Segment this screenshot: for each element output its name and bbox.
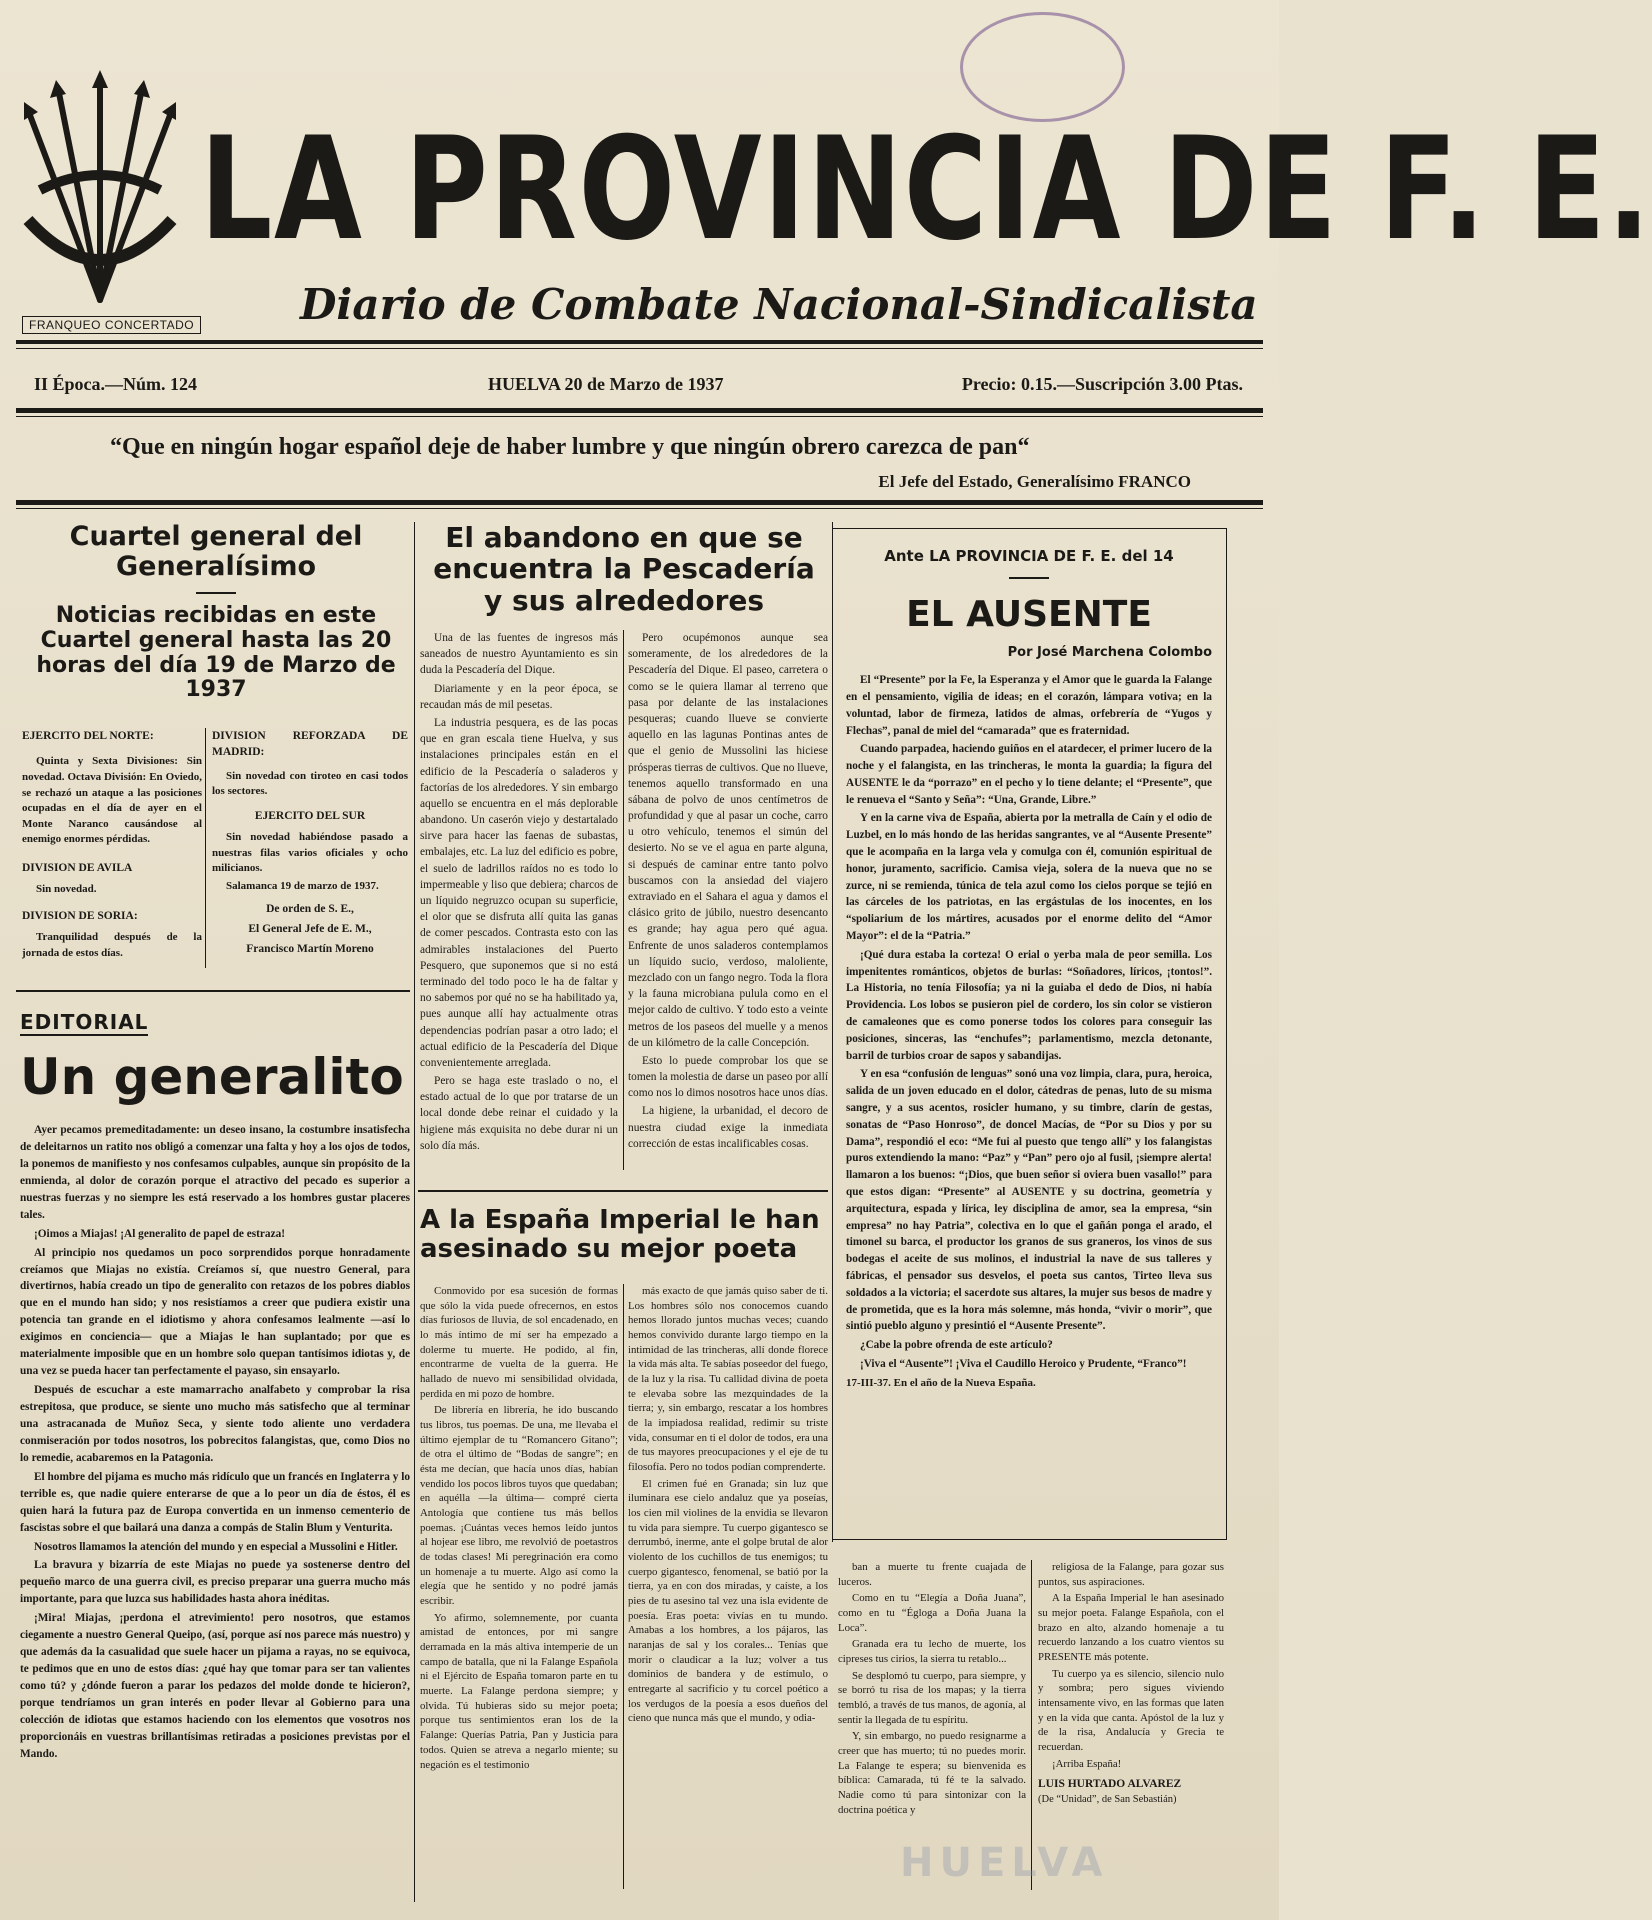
issue-number: II Época.—Núm. 124: [34, 374, 198, 394]
masthead-rule-thin: [16, 348, 1263, 349]
column-divider-1: [414, 522, 415, 1902]
editorial-paragraph: ¡Mira! Miajas, ¡perdona el atrevimiento! pero nosotros, que estamos ciegamente a nuestro General Queipo, (así, porque así nos parece más nuestro) y que además da la casualidad que suele hacer un pijama a rayas, no se equivoca, te pedimos que en uno de estos días: ¿qué hay que tomar para ser tan valientes como tú? y ¿dónde fueron a parar los pedazos del molde donde te hicieron?, porque tendríamos un gran interés en poder llevar al Gobierno para una colección de idiotas que estamos haciendo con los elementos que vosotros nos proporcionáis en vuestras brillantísimas retiradas a posiciones previstas por el Mando.: [20, 1612, 410, 1760]
poeta-col-1: [420, 1284, 618, 1774]
motto-rule-thin: [16, 508, 1263, 509]
cuartel-title: Cuartel general del Generalísimo: [69, 521, 363, 583]
ausente-dateline: 17-III-37. En el año de la Nueva España.: [846, 1376, 1036, 1389]
pescaderia-paragraph: Pero se haga este traslado o no, el estado actual de lo que por tratarse de un local donde debe reinar el cuidado y la higiene más exquisita no debe durar ni un solo día más.: [420, 1075, 618, 1152]
cuartel-dateline: Salamanca 19 de marzo de 1937.: [226, 880, 379, 893]
cuartel-divider: [196, 592, 236, 594]
editorial-paragraph: Ayer pecamos premeditadamente: un deseo insano, la costumbre insatisfecha de deleitarnos un ratito nos obligó a comenzar una falta y hoy a los ojos de todos, la ponemos de manifiesto y nos confesamos culpables, aunque sin propósito de la enmienda, al dolor de corazón porque el atractivo del pecado es superior a nuestras fuerzas y no siempre les está reservado a los hombres gustar placeres tales.: [20, 1124, 410, 1221]
yoke-and-arrows-logo: [18, 70, 183, 310]
ausente-paragraph: El “Presente” por la Fe, la Esperanza y el Amor que le guarda la Falange en el pensamiento, vigilia de ideas; en el corazón, lámpara votiva; en la voluntad, labor de firmeza, latidos de almas, orfebrería de “Yugos y Flechas”, panal de miel del “camarada” que es fraternidad.: [846, 674, 1212, 737]
poeta-paragraph: Como en tu “Elegía a Doña Juana”, como en tu “Égloga a Doña Juana la Loca”.: [838, 1592, 1026, 1634]
editorial-paragraph: La bravura y bizarría de este Miajas no puede ya sostenerse dentro del pequeño marco de una guerra civil, es preciso preparar una guerra mucho más importante, para que luzca sus habilidades hasta ahora inéditas.: [20, 1559, 410, 1606]
madrid-heading: DIVISION REFORZADA DE MADRID:: [212, 730, 408, 759]
poeta-col-divider-1: [623, 1284, 624, 1889]
cuartel-col-divider: [205, 728, 206, 968]
cuartel-article: [22, 522, 410, 703]
poeta-paragraph: De librería en librería, he ido buscando tus libros, tus poemas. De una, me llevaba el último ejemplar de tu “Romancero Gitano”; de otra el último de “Bodas de sangre”; en ésta me decían, que hacía unos días, habían vendido los pocos libros tuyos que quedaban; en aquélla —la última— compré cierta Antología que contiene tus más bellos poemas. ¡Cuántas veces hemos leído juntos al hojear ese libro, me revolvió de poetastros de todas clases! Mi peregrinación era como un homenaje a tu muerte. Algo así como la elegía que he sentido y no podré jamás escribir.: [420, 1404, 618, 1608]
poeta-col-3: [838, 1560, 1026, 1819]
pescaderia-paragraph: La higiene, la urbanidad, el decoro de nuestra ciudad exige la inmediata corrección de estas incalificables cosas.: [628, 1105, 828, 1150]
poeta-top-rule: [418, 1190, 828, 1192]
avila-text: Sin novedad.: [36, 883, 97, 896]
poeta-title: A la España Imperial le han asesinado su mejor poeta: [420, 1205, 820, 1265]
poeta-paragraph: Y, sin embargo, no puedo resignarme a creer que has muerto; tú no puedes morir. La Falange te espera; su bienvenida es bíblica: Camarada, tú fé te la salvado. Nadie como tú para sintonizar con la doctrina poética y: [838, 1730, 1026, 1816]
poeta-signature: LUIS HURTADO ALVAREZ: [1038, 1778, 1182, 1791]
poeta-paragraph: religiosa de la Falange, para gozar sus puntos, sus aspiraciones.: [1038, 1561, 1224, 1588]
cuartel-bottom-rule: [16, 990, 410, 992]
sur-text: Sin novedad habiéndose pasado a nuestras filas varios oficiales y ocho milicianos.: [212, 831, 408, 875]
soria-text: Tranquilidad después de la jornada de estos días.: [22, 931, 202, 959]
editorial-paragraph: El hombre del pijama es mucho más ridículo que un francés en Inglaterra y lo terrible es, que nadie quiere enterarse de que a lo peor un día de éstos, él es quien hará la futura paz de Europa convertida en un inmenso cementerio de fascistas sobre el que bailará una danza a compás de Stalin Blum y Venturita.: [20, 1470, 410, 1534]
pescaderia-paragraph: Una de las fuentes de ingresos más saneados de nuestro Ayuntamiento es sin duda la Pescadería del Dique.: [420, 632, 618, 677]
poeta-signature-source: (De “Unidad”, de San Sebastián): [1038, 1794, 1177, 1806]
poeta-col-2: [628, 1284, 828, 1728]
infobar-rule-thin: [16, 416, 1263, 417]
poeta-paragraph: Granada era tu lecho de muerte, los cipreses tus cirios, la sierra tu retablo...: [838, 1638, 1026, 1666]
ausente-paragraph: ¡Viva el “Ausente”! ¡Viva el Caudillo Heroico y Prudente, “Franco”!: [860, 1357, 1187, 1370]
ausente-paragraph: Cuando parpadea, haciendo guiños en el atardecer, el primer lucero de la noche y el falangista, en las trincheras, le monta la guardia; la figura del AUSENTE le da “porrazo” en el pecho y lo tiene delante; el “Presente”, que le renueva el “Santo y Seña”: “Una, Grande, Libre.”: [846, 743, 1212, 806]
motto-quote: “Que en ningún hogar español deje de haber lumbre y que ningún obrero carezca de pan“: [110, 434, 1030, 460]
huelva-watermark: HUELVA: [900, 1840, 1109, 1886]
pescaderia-paragraph: La industria pesquera, es de las pocas que en gran escala tiene Huelva, y sus instalaciones principales están en el edificio de la Pescadería o saladeros y factorías de los alrededores. Y sin embargo aquello se encuentra en el más deplorable abandono. Un caserón viejo y destartalado sirve para hacer las faenas de subastas, embalajes, etc. La luz del edificio es pobre, el suelo de ladrillos raídos no es todo lo impermeable y liso que debiera; charcos de un líquido negruzco ocupan su superficie, el olor que se disfruta allí quita las ganas de comer pescados. Contrasta esto con las admirables instalaciones del Puerto Pesquero, que suponemos que si no está terminado del todo poco le ha de faltar y no sabemos por qué no se ha habilitado ya, pues aunque allí hay actualmente otras dependencias podrían pasar a otro lado; el actual edificio de la Pescadería del Dique convenientemente arreglada.: [420, 716, 618, 1069]
editorial-title: Un generalito: [20, 1048, 404, 1106]
editorial-article: [20, 1010, 410, 1765]
editorial-paragraph: Nosotros llamamos la atención del mundo y en especial a Mussolini e Hitler.: [34, 1540, 398, 1553]
norte-text: Quinta y Sexta Divisiones: Sin novedad. Octava División: En Oviedo, se rechazó un ataque a las posiciones ocupadas en el día de ayer en el Monte Naranco causándose al enemigo enormes pérdidas.: [22, 755, 202, 846]
masthead-rule: [16, 340, 1263, 344]
soria-heading: DIVISION DE SORIA:: [22, 909, 138, 922]
norte-heading: EJERCITO DEL NORTE:: [22, 730, 154, 742]
poeta-paragraph: A la España Imperial le han asesinado su mejor poeta. Falange Española, con el brazo en alto, alzando homenaje a tu recuerdo lanzando a los cuatro vientos su PRESENTE más potente.: [1038, 1592, 1224, 1664]
ausente-paragraph: Y en esa “confusión de lenguas” sonó una voz limpia, clara, pura, heroica, salida de un joven educado en el dolor, cátedras de penas, luto de su misma sangre, y a sus acentos, rosicler humano, y su timbre, clarín de gestas, sonatas de “Paso Honroso”, de doncel Macías, de “Por su Dios y por su Dama”, respondió el eco: “Me fui al puesto que tengo allí” y los falangistas puros extendiendo la mano: “Paz” y “Pan” pero ojo al fusil, ¡siempre alerta! llamaron a los buenos: “¡Dios, que buen señor si oviera buen vasallo!” para que estos digan: “Presente” al AUSENTE y su doctrina, geometría y arquitectura, espada y lírica, ley disciplina de amor, sea la empresa, “sin empresa” no hay Patria”, colectiva en lo que el gañán ponga el arado, el timonel su barca, el productor los granos de sus graneros, los vinos de sus bodegas el aceite de sus molinos, el industrial la nave de sus talleres y fábricas, el pensador sus desvelos, el poeta sus cantos, Tirteo lleva sus soldados a la victoria; el sacerdote sus altares, la mujer sus besos de madre y de prometida, que es la hora más solemne, más honda, “vivir o morir”, que sintió pueblo alguno y presintió el “Ausente Presente”.: [846, 1068, 1212, 1333]
poeta-col-4: [1038, 1560, 1224, 1807]
masthead-subtitle: Diario de Combate Nacional-Sindicalista: [300, 280, 1258, 329]
poeta-paragraph: más exacto de que jamás quiso saber de ti. Los hombres sólo nos conocemos cuando hemos llorado juntos muchas veces; cuando hemos convivido durante largo tiempo en la intimidad de las trincheras, allí donde florece la vida más alta. Te sabías poseedor del fuego, de la luz y la risa. Tu callidad divina de poeta te elevaba sobre las mezquindades de la tierra; y, sin embargo, rescatar a los hombres de la impiadosa realidad, redimir su triste vida, consumar en ti el dolor de todos, era una de tus mayores preocupaciones y el eje de tu filosofía. Pero no todos podían comprenderte.: [628, 1285, 828, 1474]
cuartel-right: [212, 728, 408, 958]
ausente-paragraph: Y en la carne viva de España, abierta por la metralla de Caín y el odio de Luzbel, en lo más hondo de las heridas sangrantes, ve al “Ausente Presente” que le acompaña en la larga vela y comulga con él, comunión espiritual de honor, juramento, sacrificio. Camisa vieja, solera de la nueva que no se zurce, ni se remienda, túnica de tela azul como los cielos porque se tejió en las cárceles de los patriotas, en las ergástulas de los inocentes, en los “spoliarium de los mártires, acusados por el enorme delito del “Amor Mayor”: el de la “Patria.”: [846, 812, 1212, 943]
ausente-article: [846, 548, 1212, 1389]
price: Precio: 0.15.—Suscripción 3.00 Ptas.: [961, 374, 1243, 394]
pescaderia-col-divider: [623, 630, 624, 1170]
ausente-byline: Por José Marchena Colombo: [1007, 645, 1212, 661]
ausente-kicker: Ante LA PROVINCIA DE F. E. del 14: [884, 547, 1174, 565]
avila-heading: DIVISION DE AVILA: [22, 861, 133, 874]
cuartel-left: [22, 728, 202, 963]
pescaderia-title: El abandono en que se encuentra la Pescadería y sus alrededores: [433, 521, 815, 617]
pescaderia-article: [420, 522, 828, 616]
cuartel-order: De orden de S. E.,: [266, 902, 354, 915]
poeta-article: [420, 1206, 828, 1264]
editorial-paragraph: ¡Oimos a Miajas! ¡Al generalito de papel de estraza!: [34, 1227, 285, 1240]
poeta-paragraph: ¡Arriba España!: [1052, 1757, 1122, 1770]
place-date: HUELVA 20 de Marzo de 1937: [488, 374, 724, 394]
poeta-paragraph: ban a muerte tu frente cuajada de luceros.: [838, 1561, 1026, 1588]
masthead-title: LA PROVINCIA DE F. E.: [200, 107, 1652, 272]
franqueo-label: FRANQUEO CONCERTADO: [22, 316, 201, 334]
cuartel-signer-title: El General Jefe de E. M.,: [248, 922, 372, 935]
ausente-body: [846, 672, 1212, 1373]
ausente-paragraph: ¡Qué dura estaba la corteza! O erial o yerba mala de peor semilla. Los impenitentes románticos, objetos de burlas: “Soñadores, líricos, ¡tontos!”. La Historia, no tenía Filosofía; ya ni la guiaba el dedo de Dios, ni había Providencia. Los lobos se pusieron piel de cordero, los sin color se vistieron de camaleones que es como ponerse todos los colores para conseguir las posiciones, sinceras, las “enchufes”; parlamentismo, mezcla detonante, barril de turbios croar de sapos y sabandijas.: [846, 948, 1212, 1062]
pescaderia-col-2: [628, 630, 828, 1154]
cuartel-signer: Francisco Martín Moreno: [246, 943, 374, 956]
ausente-title: EL AUSENTE: [906, 593, 1152, 635]
pescaderia-paragraph: Pero ocupémonos aunque sea someramente, de los alrededores de la Pescadería del Dique. El paseo, carretera o como se le quiera llamar al terreno que pasa por delante de las instalaciones pesqueras; cuando llueve se convierte aquello en las lagunas Pontinas antes de que el genio de Mussolini las hiciese prósperas tierras de cultivos. Que no llueve, tenemos aquello transformado en una sábana de polvo de unos centímetros de profundidad y que al pasar un coche, carro u otro vehículo, tenemos el simún del desierto. No se ve el agua en parte alguna, si después de caminar entre tanto polvo buscamos con la ansiedad del viajero extraviado en el Sahara el agua y damos el clásico grito de júbilo, nuestro desencanto es grande; hay agua pero qué agua. Enfrente de unos saladeros contemplamos un líquido sucio, verdoso, maloliente, mezclado con un fango negro. Toda la flora y la fauna microbiana pulula como en el mejor caldo de cultivo. Y todo esto a veinte metros de los paseos del muelle y a menos de un kilómetro de la calle Concepción.: [628, 632, 828, 1049]
editorial-body: [20, 1122, 410, 1763]
editorial-label: EDITORIAL: [20, 1010, 149, 1034]
sur-heading: EJERCITO DEL SUR: [254, 809, 366, 822]
madrid-text: Sin novedad con tiroteo en casi todos los sectores.: [212, 769, 408, 798]
editorial-paragraph: Al principio nos quedamos un poco sorprendidos porque honradamente creíamos que Miajas no existía. Creíamos sí, que nuestro General, para divertirnos, había creado un tipo de generalito con retazos de los pobres diablos que en el mundo han sido; y nos resistíamos a creer que pudiera existir una potencia tan grande en el idiotismo y ahora confesamos lealmente —así lo exigimos en conciencia— que a Miajas le han suplantado; por que es materialmente imposible que en un hombre solo quepan tantísimos idiotas y, de una vez se pueda hacer tan perfectamente el payaso, sin ensayarlo.: [20, 1246, 410, 1378]
pescaderia-col-1: [420, 630, 618, 1156]
poeta-paragraph: El crimen fué en Granada; sin luz que iluminara ese cielo andaluz que ya poseías, los cien mil violines de la envidia se llevaron tu vida para siempre. Tu cuerpo gigantesco se derrumbó, inerme, ante el golpe brutal de alor violento de los cuchillos de tus enemigos; tu cuerpo gigantesco, fenomenal, se batió por la tierra, ya en con dos miradas, y caíste, a los pies de tu asesino tal vez una isla evidente de poesía. Eras poeta: vivías en tu mundo. Amabas a los hombres, a los pájaros, las naranjas de sal y los corales... Tenías que morir o claudicar a la luz; volver a tus dominios de bandera y de estímulo, o entregarte al sacrificio y tu corcel poético a los verdugos de la poesía a esos dueños del cieno que nunca más que el mundo, y odia-: [628, 1477, 828, 1725]
poeta-paragraph: Conmovido por esa sucesión de formas que sólo la vida puede ofrecernos, en estos días furiosos de lluvia, de sol encadenado, en lo más íntimo de mí ser ha empezado a dolerme tu muerte. He podido, al fin, encontrarme de vuelta de la guerra. He hallado de nuevo mi sensibilidad olvidada, perdida en mi pozo de hombre.: [420, 1285, 618, 1400]
infobar-rule: [16, 408, 1263, 413]
poeta-paragraph: Se desplomó tu cuerpo, para siempre, y se borró tu risa de los mapas; y la tierra tembló, a través de tus manos, de agonía, al sentir la llegada de tu espíritu.: [838, 1669, 1026, 1726]
motto-rule: [16, 500, 1263, 505]
ausente-divider: [1009, 577, 1049, 579]
cuartel-subtitle: Noticias recibidas en este Cuartel general hasta las 20 horas del día 19 de Marzo de 1937: [36, 603, 396, 703]
motto-attribution: El Jefe del Estado, Generalísimo FRANCO: [878, 472, 1191, 491]
pescaderia-paragraph: Esto lo puede comprobar los que se tomen la molestia de darse un paseo por allí como nos lo dimos nosotros hace unos días.: [628, 1054, 828, 1100]
ausente-paragraph: ¿Cabe la pobre ofrenda de este artículo?: [860, 1339, 1053, 1352]
poeta-paragraph: Tu cuerpo ya es silencio, silencio nulo y sombra; pero sigues viviendo intensamente vivo, en las formas que laten y en la vida que canta. Apóstol de la luz y de la risa, Andalucía y Grecia te recuerdan.: [1038, 1667, 1224, 1754]
editorial-paragraph: Después de escuchar a este mamarracho analfabeto y comprobar la risa estrepitosa, que produce, se siente uno mucho más satisfecho que al terminar una astracanada de Muñoz Seca, y siente todo aliente uno verdadera conmiseración por todos nosotros, los pobrecitos falangistas, que, como Dios no lo remedie, acabaremos en la Patagonia.: [20, 1384, 410, 1464]
pescaderia-paragraph: Diariamente y en la peor época, se recaudan más de mil pesetas.: [420, 682, 618, 711]
poeta-paragraph: Yo afirmo, solemnemente, por cuanta amistad de entonces, por mi sangre derramada en la más altiva intemperie de un campo de batalla, que ni la Falange Española ni el Ejército de España tomaron parte en tu muerte. La Falange perdona siempre; y olvida. Tú hubieras sido su mejor poeta; porque tus sentimientos eran los de la Falange: Querías Patria, Pan y Justicia para todos. Quien se atreva a negarlo miente; su negación es el testimonio: [420, 1611, 618, 1771]
